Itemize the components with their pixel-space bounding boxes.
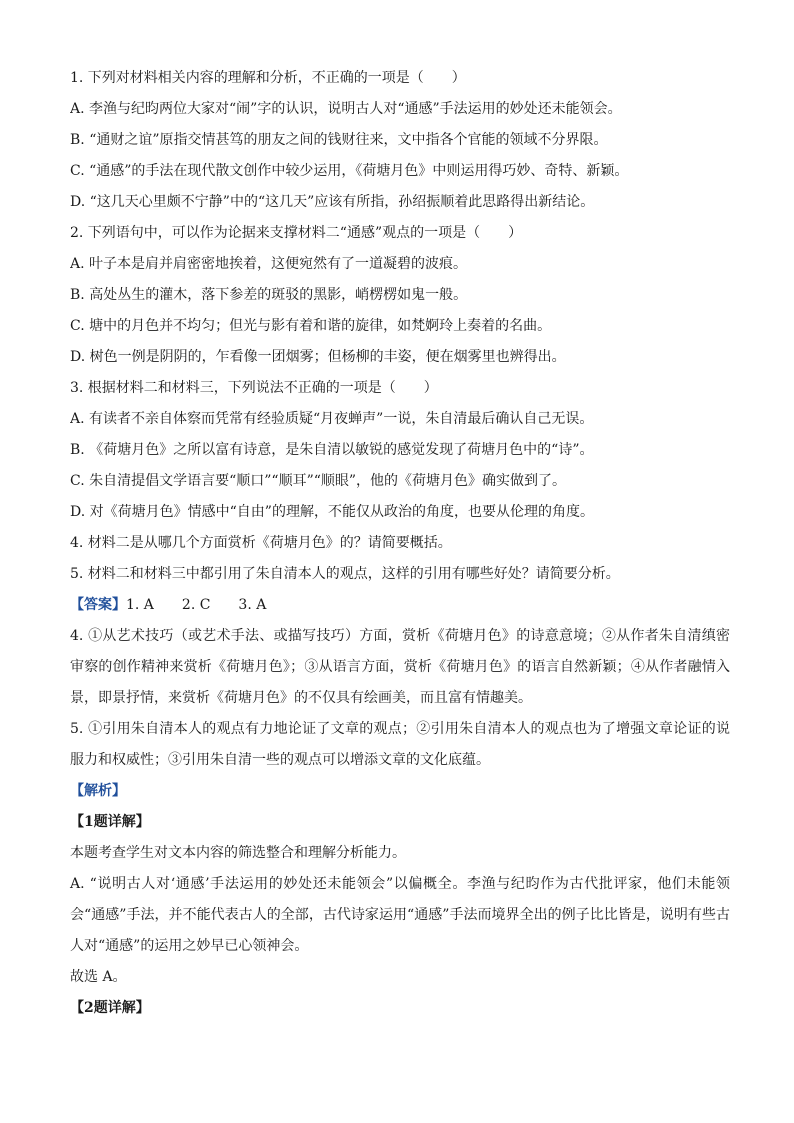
q1-detail-body: A. “说明古人对‘通感’手法运用的妙处还未能领会”以偏概全。李渔与纪昀作为古代批评家，他们未能领会“通感”手法，并不能代表古人的全部，古代诗家运用“通感”手法而境界全出的例子比比皆是，说明有些古人对“通感”的运用之妙早已心领神会。 [70,876,730,954]
question-5-stem: 5. 材料二和材料三中都引用了朱自清本人的观点，这样的引用有哪些好处？请简要分析。 [70,566,620,582]
question-1-option-a: A. 李渔与纪昀两位大家对“闹”字的认识，说明古人对“通感”手法运用的妙处还未能领会。 [70,101,622,117]
question-4-stem: 4. 材料二是从哪几个方面赏析《荷塘月色》的？请简要概括。 [70,535,452,551]
document-page [70,63,730,1024]
question-3-option-c: C. 朱自清提倡文学语言要“顺口”“顺耳”“顺眼”，他的《荷塘月色》确实做到了。 [70,473,567,489]
question-3-option-b: B. 《荷塘月色》之所以富有诗意，是朱自清以敏锐的感觉发现了荷塘月色中的“诗”。 [70,442,594,458]
answer-label: 【答案】 [70,597,126,613]
question-1-option-c: C. “通感”的手法在现代散文创作中较少运用，《荷塘月色》中则运用得巧妙、奇特、新颖。 [70,163,629,179]
question-1-option-d: D. “这几天心里颇不宁静”中的“这几天”应该有所指，孙绍振顺着此思路得出新结论。 [70,194,595,210]
question-2-option-a: A. 叶子本是肩并肩密密地挨着，这便宛然有了一道凝碧的波痕。 [70,256,468,272]
question-3-option-a: A. 有读者不亲自体察而凭常有经验质疑“月夜蝉声”一说，朱自清最后确认自己无误。 [70,411,594,427]
q2-detail-heading: 【2题详解】 [70,1000,150,1016]
answer-row [70,590,730,621]
analysis-label: 【解析】 [70,783,126,799]
question-1-stem: 1. 下列对材料相关内容的理解和分析，不正确的一项是（ ） [70,70,466,86]
q1-detail-intro: 本题考查学生对文本内容的筛选整合和理解分析能力。 [70,845,406,861]
question-2-option-b: B. 高处丛生的灌木，落下参差的斑驳的黑影，峭楞楞如鬼一般。 [70,287,468,303]
question-3-option-d: D. 对《荷塘月色》情感中“自由”的理解，不能仅从政治的角度，也要从伦理的角度。 [70,504,594,520]
q1-detail-conclusion: 故选 A。 [70,969,127,985]
answer-5: 5. ①引用朱自清本人的观点有力地论证了文章的观点；②引用朱自清本人的观点也为了增强文章论证的说服力和权威性；③引用朱自清一些的观点可以增添文章的文化底蕴。 [70,721,730,768]
q1-detail-heading: 【1题详解】 [70,814,150,830]
question-2-option-d: D. 树色一例是阴阴的，乍看像一团烟雾；但杨柳的丰姿，便在烟雾里也辨得出。 [70,349,566,365]
answer-4: 4. ①从艺术技巧（或艺术手法、或描写技巧）方面，赏析《荷塘月色》的诗意意境；②从作者朱自清缜密审察的创作精神来赏析《荷塘月色》；③从语言方面，赏析《荷塘月色》的语言自然新颖；④从作者融情入景，即景抒情，来赏析《荷塘月色》的不仅具有绘画美，而且富有情趣美。 [70,628,730,706]
question-2-option-c: C. 塘中的月色并不均匀；但光与影有着和谐的旋律，如梵婀玲上奏着的名曲。 [70,318,552,334]
question-1-option-b: B. “通财之谊”原指交情甚笃的朋友之间的钱财往来，文中指各个官能的领域不分界限。 [70,132,608,148]
question-2-stem: 2. 下列语句中，可以作为论据来支撑材料二“通感”观点的一项是（ ） [70,225,523,241]
answer-choices: 1. A 2. C 3. A [126,597,267,613]
question-3-stem: 3. 根据材料二和材料三，下列说法不正确的一项是（ ） [70,380,438,396]
